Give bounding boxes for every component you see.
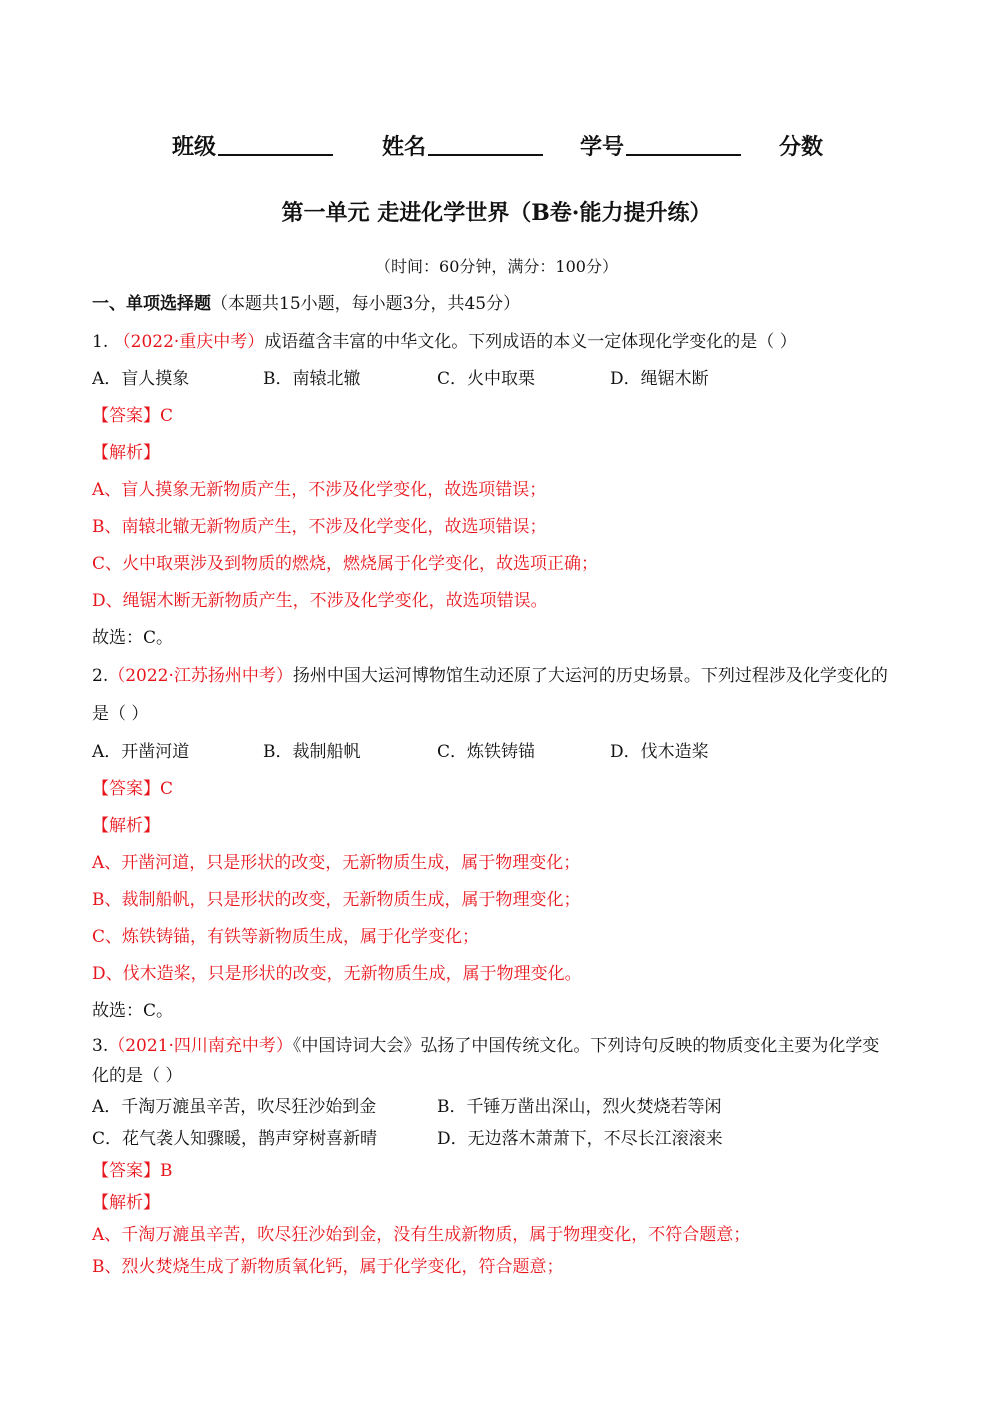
- question-3-option-b: B．千锤万凿出深山，烈火焚烧若等闲: [437, 1097, 722, 1117]
- question-2-analysis-a: A、开凿河道，只是形状的改变，无新物质生成，属于物理变化；: [92, 853, 581, 873]
- question-3-stem: [92, 1034, 879, 1058]
- name-label: 姓名: [382, 134, 427, 160]
- question-2-stem: [92, 664, 888, 688]
- section-note: （本题共15小题，每小题3分，共45分）: [211, 294, 521, 314]
- class-blank: [218, 132, 333, 156]
- question-1-option-b: B．南辕北辙: [263, 369, 361, 389]
- question-1-source: （2022·重庆中考）: [113, 332, 265, 352]
- question-2-analysis-c: C、炼铁铸锚，有铁等新物质生成，属于化学变化；: [92, 927, 480, 947]
- student-id-field: [580, 132, 741, 162]
- question-2-number: 2.: [92, 666, 109, 686]
- question-3-answer: 【答案】B: [92, 1161, 173, 1181]
- section-label: 一、单项选择题: [92, 294, 211, 314]
- question-1-answer: 【答案】C: [92, 406, 174, 426]
- section-heading: [92, 292, 520, 316]
- question-3-option-a: A．千淘万漉虽辛苦，吹尽狂沙始到金: [92, 1097, 377, 1117]
- question-3-analysis-b: B、烈火焚烧生成了新物质氧化钙，属于化学变化，符合题意；: [92, 1257, 564, 1277]
- class-label: 班级: [172, 134, 217, 160]
- question-2-option-d: D．伐木造桨: [610, 742, 709, 762]
- page-title: 第一单元 走进化学世界（B卷·能力提升练）: [281, 200, 712, 226]
- score-label: 分数: [779, 134, 824, 160]
- question-3-text-line2: 化的是（ ）: [92, 1066, 183, 1086]
- score-field: [779, 132, 823, 162]
- question-1-number: 1.: [92, 332, 109, 352]
- question-1-option-c: C．火中取栗: [437, 369, 536, 389]
- question-1-analysis-d: D、绳锯木断无新物质产生，不涉及化学变化，故选项错误。: [92, 591, 548, 611]
- question-1-conclusion: 故选：C。: [92, 628, 174, 648]
- student-id-blank: [626, 132, 741, 156]
- question-2-option-c: C．炼铁铸锚: [437, 742, 536, 762]
- name-blank: [428, 132, 543, 156]
- question-3-analysis-label: 【解析】: [92, 1193, 160, 1213]
- question-2-source: （2022·江苏扬州中考）: [108, 666, 293, 686]
- question-1-analysis-c: C、火中取栗涉及到物质的燃烧，燃烧属于化学变化，故选项正确；: [92, 554, 599, 574]
- question-1-stem: [92, 330, 797, 354]
- question-2-analysis-b: B、裁制船帆，只是形状的改变，无新物质生成，属于物理变化；: [92, 890, 581, 910]
- student-id-label: 学号: [580, 134, 625, 160]
- question-3-text-line1: 《中国诗词大会》弘扬了中国传统文化。下列诗句反映的物质变化主要为化学变: [292, 1036, 880, 1056]
- question-3-option-d: D．无边落木萧萧下，不尽长江滚滚来: [437, 1129, 723, 1149]
- question-2-answer: 【答案】C: [92, 779, 174, 799]
- question-1-analysis-b: B、南辕北辙无新物质产生，不涉及化学变化，故选项错误；: [92, 517, 547, 537]
- question-2-conclusion: 故选：C。: [92, 1001, 174, 1021]
- question-2-option-b: B．裁制船帆: [263, 742, 361, 762]
- name-field: [382, 132, 543, 162]
- question-1-option-d: D．绳锯木断: [610, 369, 709, 389]
- class-field: [172, 132, 333, 162]
- question-2-analysis-label: 【解析】: [92, 816, 160, 836]
- question-1-text: 成语蕴含丰富的中华文化。下列成语的本义一定体现化学变化的是（ ）: [264, 332, 797, 352]
- exam-subtitle: （时间：60分钟，满分：100分）: [375, 257, 618, 276]
- question-2-text-line1: 扬州中国大运河博物馆生动还原了大运河的历史场景。下列过程涉及化学变化的: [292, 666, 888, 686]
- question-2-text-line2: 是（ ）: [92, 704, 149, 724]
- question-1-option-a: A．盲人摸象: [92, 369, 190, 389]
- question-3-option-c: C．花气袭人知骤暖，鹊声穿树喜新晴: [92, 1129, 378, 1149]
- question-3-analysis-a: A、千淘万漉虽辛苦，吹尽狂沙始到金，没有生成新物质，属于物理变化，不符合题意；: [92, 1225, 751, 1245]
- question-3-number: 3.: [92, 1036, 109, 1056]
- question-2-option-a: A．开凿河道: [92, 742, 190, 762]
- question-1-analysis-label: 【解析】: [92, 443, 160, 463]
- question-1-analysis-a: A、盲人摸象无新物质产生，不涉及化学变化，故选项错误；: [92, 480, 547, 500]
- question-2-analysis-d: D、伐木造桨，只是形状的改变，无新物质生成，属于物理变化。: [92, 964, 582, 984]
- question-3-source: （2021·四川南充中考）: [108, 1036, 293, 1056]
